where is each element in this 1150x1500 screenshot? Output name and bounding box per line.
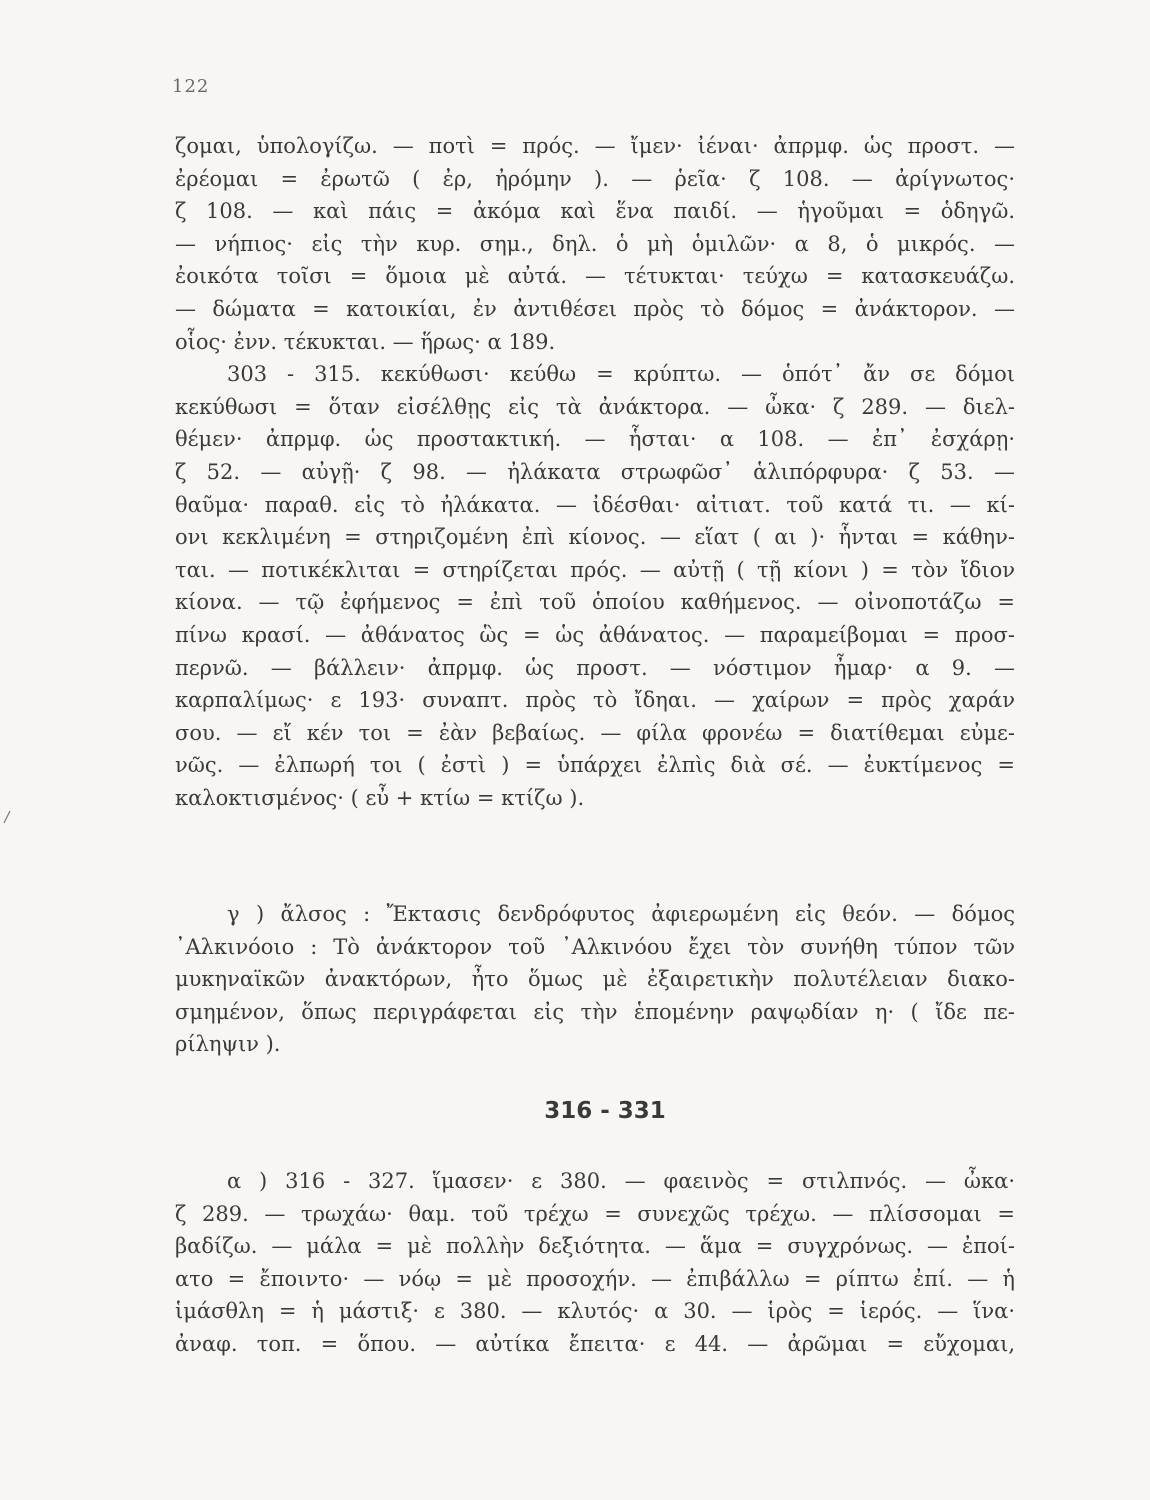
paragraph-3 bbox=[175, 898, 1015, 1061]
text-line: ἐοικότα τοῖσι = ὅμοια μὲ αὐτά. — τέτυκται· τεύχω = κατασκευάζω. bbox=[175, 264, 1015, 289]
text-line: γ ) ἄλσος : Ἔκτασις δενδρόφυτος ἀφιερωμένη εἰς θεόν. — δόμος bbox=[227, 902, 1015, 926]
text-line: ονι κεκλιμένη = στηριζομένη ἐπὶ κίονος. — εἵατ ( αι )· ἧνται = κάθην- bbox=[175, 525, 1015, 550]
text-line: καρπαλίμως· ε 193· συναπτ. πρὸς τὸ ἴδηαι. — χαίρων = πρὸς χαράν bbox=[175, 688, 1015, 713]
text-line: καλοκτισμένος· ( εὖ + κτίω = κτίζω ). bbox=[175, 785, 585, 810]
paragraph-4 bbox=[175, 1165, 1015, 1361]
text-line: ἐρέομαι = ἐρωτῶ ( ἐρ, ἠρόμην ). — ῥεῖα· ζ 108. — ἀρίγνωτος· bbox=[175, 166, 1015, 191]
text-line: ζ 108. — καὶ πάις = ἀκόμα καὶ ἕνα παιδί. — ἡγοῦμαι = ὁδηγῶ. bbox=[175, 199, 1015, 224]
text-line: θέμεν· ἀπρμφ. ὡς προστακτική. — ἧσται· α 108. — ἐπ᾽ ἐσχάρῃ· bbox=[175, 427, 1015, 452]
section-heading: 316 - 331 bbox=[544, 1098, 666, 1124]
text-line: βαδίζω. — μάλα = μὲ πολλὴν δεξιότητα. — ἅμα = συγχρόνως. — ἐποί- bbox=[175, 1234, 1015, 1259]
text-line: σμημένον, ὅπως περιγράφεται εἰς τὴν ἑπομένην ραψῳδίαν η· ( ἴδε πε- bbox=[175, 999, 1015, 1024]
text-line: περνῶ. — βάλλειν· ἀπρμφ. ὡς προστ. — νόστιμον ἦμαρ· α 9. — bbox=[175, 655, 1015, 680]
text-line: μυκηναϊκῶν ἀνακτόρων, ἦτο ὅμως μὲ ἐξαιρετικὴν πολυτέλειαν διακο- bbox=[175, 967, 1015, 992]
text-line: — δώματα = κατοικίαι, ἐν ἀντιθέσει πρὸς τὸ δόμος = ἀνάκτορον. — bbox=[175, 296, 1015, 321]
text-line: ατο = ἔποιντο· — νόῳ = μὲ προσοχήν. — ἐπιβάλλω = ρίπτω ἐπί. — ἡ bbox=[175, 1266, 1015, 1291]
text-line: θαῦμα· παραθ. εἰς τὸ ἠλάκατα. — ἰδέσθαι· αἰτιατ. τοῦ κατά τι. — κί- bbox=[175, 492, 1015, 517]
text-line: ᾽Αλκινόοιο : Τὸ ἀνάκτορον τοῦ ᾽Αλκινόου ἔχει τὸν συνήθη τύπον τῶν bbox=[175, 934, 1015, 959]
margin-tick-mark bbox=[2, 810, 12, 824]
page-number: 122 bbox=[172, 76, 210, 97]
text-line: ζ 52. — αὐγῇ· ζ 98. — ἠλάκατα στρωφῶσ᾽ ἁλιπόρφυρα· ζ 53. — bbox=[175, 459, 1015, 484]
text-line: ρίληψιν ). bbox=[175, 1032, 281, 1057]
text-line: πίνω κρασί. — ἀθάνατος ὣς = ὡς ἀθάνατος. — παραμείβομαι = προσ- bbox=[175, 622, 1015, 647]
text-line: ἀναφ. τοπ. = ὅπου. — αὐτίκα ἔπειτα· ε 44. — ἀρῶμαι = εὔχομαι, bbox=[175, 1331, 1015, 1356]
text-line: ἱμάσθλη = ἡ μάστιξ· ε 380. — κλυτός· α 30. — ἱρὸς = ἱερός. — ἵνα· bbox=[175, 1299, 1015, 1324]
text-line: ζ 289. — τρωχάω· θαμ. τοῦ τρέχω = συνεχῶς τρέχω. — πλίσσομαι = bbox=[175, 1201, 1015, 1226]
text-line: νῶς. — ἐλπωρή τοι ( ἐστὶ ) = ὑπάρχει ἐλπὶς διὰ σέ. — ἐυκτίμενος = bbox=[175, 753, 1015, 778]
text-line: κεκύθωσι = ὅταν εἰσέλθῃς εἰς τὰ ἀνάκτορα. — ὦκα· ζ 289. — διελ- bbox=[175, 394, 1015, 419]
text-line: — νήπιος· εἰς τὴν κυρ. σημ., δηλ. ὁ μὴ ὁμιλῶν· α 8, ὁ μικρός. — bbox=[175, 231, 1015, 256]
paragraph-1 bbox=[175, 130, 1015, 814]
text-line: κίονα. — τῷ ἐφήμενος = ἐπὶ τοῦ ὁποίου καθήμενος. — οἰνοποτάζω = bbox=[175, 590, 1015, 615]
text-line: α ) 316 - 327. ἵμασεν· ε 380. — φαεινὸς = στιλπνός. — ὦκα· bbox=[227, 1169, 1015, 1193]
text-line: 303 - 315. κεκύθωσι· κεύθω = κρύπτω. — ὁπότ᾽ ἄν σε δόμοι bbox=[227, 362, 1015, 387]
text-line: σου. — εἴ κέν τοι = ἐὰν βεβαίως. — φίλα φρονέω = διατίθεμαι εὐμε- bbox=[175, 720, 1015, 745]
text-line: ται. — ποτικέκλιται = στηρίζεται πρός. — αὐτῇ ( τῇ κίονι ) = τὸν ἴδιον bbox=[175, 557, 1015, 582]
text-line: οἷος· ἐνν. τέκυκται. — ἥρως· α 189. bbox=[175, 329, 556, 354]
text-line: ζομαι, ὑπολογίζω. — ποτὶ = πρός. — ἴμεν· ἰέναι· ἀπρμφ. ὡς προστ. — bbox=[175, 134, 1015, 158]
